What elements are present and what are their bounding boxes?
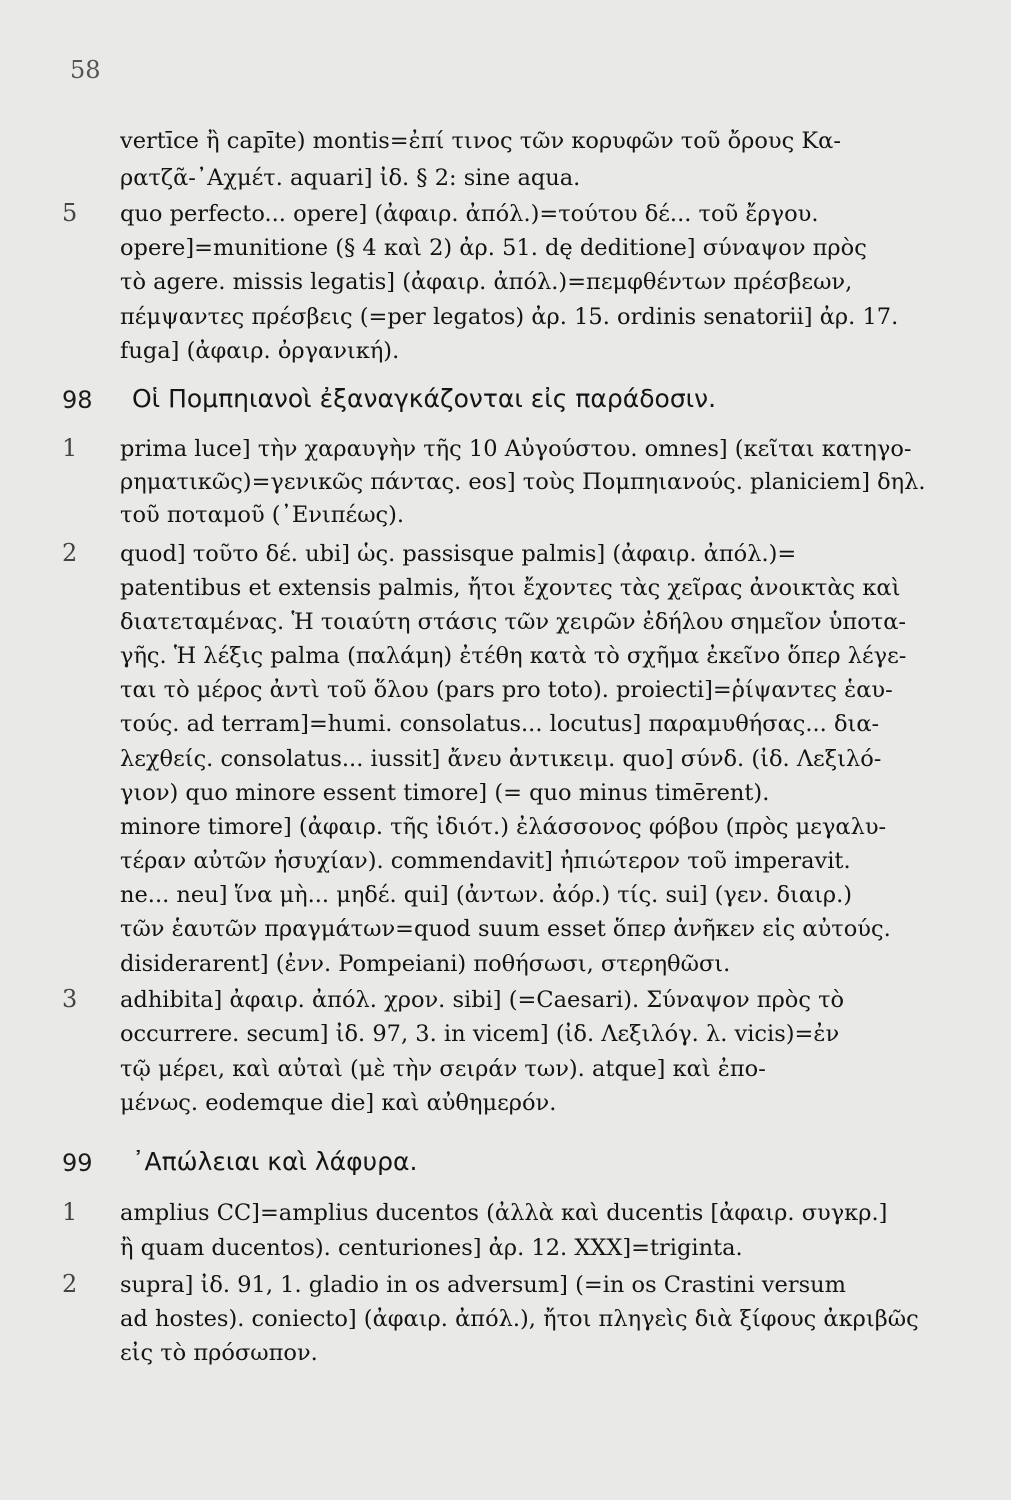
text-line: ad hostes). coniecto] (ἀφαιρ. ἀπόλ.), ἤτοι πληγεὶς διὰ ξίφους ἀκριβῶς: [120, 1306, 919, 1332]
text-line: occurrere. secum] ἰδ. 97, 3. in vicem] (ἰδ. Λεξιλόγ. λ. vicis)=ἐν: [120, 1021, 840, 1047]
line-number: 1: [62, 1198, 78, 1226]
text-line: disiderarent] (ἐνν. Pompeiani) ποθήσωσι, στερηθῶσι.: [120, 951, 731, 977]
text-line: minore timore] (ἀφαιρ. τῆς ἰδιότ.) ἐλάσσονος φόβου (πρὸς μεγαλυ-: [120, 814, 887, 840]
text-line: adhibita] ἀφαιρ. ἀπόλ. χρον. sibi] (=Caesari). Σύναψον πρὸς τὸ: [120, 987, 845, 1013]
line-number: 3: [62, 985, 78, 1013]
text-line: τῶν ἑαυτῶν πραγμάτων=quod suum esset ὅπερ ἀνῆκεν εἰς αὐτούς.: [120, 916, 891, 942]
line-number: 5: [62, 199, 78, 227]
section-heading: ᾿Απώλειαι καὶ λάφυρα.: [132, 1147, 418, 1176]
text-line: ρατζᾶ-᾿Αχμέτ. aquari] ἰδ. § 2: sine aqua.: [120, 165, 581, 191]
text-line: εἰς τὸ πρόσωπον.: [120, 1340, 318, 1366]
section-number: 98: [62, 386, 93, 414]
line-number: 2: [62, 1270, 78, 1298]
text-line: ρηματικῶς)=γενικῶς πάντας. eos] τοὺς Πομπηιανούς. planiciem] δηλ.: [120, 469, 926, 495]
text-line: opere]=munitione (§ 4 καὶ 2) ἀρ. 51. dę deditione] σύναψον πρὸς: [120, 235, 867, 261]
text-line: τέραν αὐτῶν ἡσυχίαν). commendavit] ἠπιώτερον τοῦ imperavit.: [120, 848, 851, 874]
section-number: 99: [62, 1149, 93, 1177]
text-line: τοῦ ποταμοῦ (᾿Ενιπέως).: [120, 502, 405, 528]
text-line: supra] ἰδ. 91, 1. gladio in os adversum] (=in os Crastini versum: [120, 1272, 846, 1298]
text-line: πέμψαντες πρέσβεις (=per legatos) ἀρ. 15. ordinis senatorii] ἀρ. 17.: [120, 304, 899, 330]
text-line: quo perfecto... opere] (ἀφαιρ. ἀπόλ.)=τούτου δέ... τοῦ ἔργου.: [120, 201, 819, 227]
text-line: τῷ μέρει, καὶ αὐταὶ (μὲ τὴν σειράν των). atque] καὶ ἐπο-: [120, 1056, 766, 1082]
page-number: 58: [70, 56, 101, 84]
text-line: prima luce] τὴν χαραυγὴν τῆς 10 Αὐγούστου. omnes] (κεῖται κατηγο-: [120, 436, 912, 462]
text-line: διατεταμένας. Ἡ τοιαύτη στάσις τῶν χειρῶν ἐδήλου σημεῖον ὑποτα-: [120, 609, 906, 635]
text-line: amplius CC]=amplius ducentos (ἀλλὰ καὶ ducentis [ἀφαιρ. συγκρ.]: [120, 1200, 888, 1226]
text-line: quod] τοῦτο δέ. ubi] ὡς. passisque palmis] (ἀφαιρ. ἀπόλ.)=: [120, 541, 797, 567]
text-line: λεχθείς. consolatus... iussit] ἄνευ ἀντικειμ. quo] σύνδ. (ἰδ. Λεξιλό-: [120, 746, 882, 772]
line-number: 2: [62, 539, 78, 567]
text-line: ἢ quam ducentos). centuriones] ἀρ. 12. XXX]=triginta.: [120, 1235, 743, 1261]
text-line: fuga] (ἀφαιρ. ὀργανική).: [120, 338, 400, 364]
text-line: ne... neu] ἵνα μὴ... μηδέ. qui] (ἀντων. ἀόρ.) τίς. sui] (γεν. διαιρ.): [120, 882, 853, 908]
text-line: γῆς. Ἡ λέξις palma (παλάμη) ἐτέθη κατὰ τὸ σχῆμα ἐκεῖνο ὅπερ λέγε-: [120, 643, 907, 669]
section-heading: Οἱ Πομπηιανοὶ ἐξαναγκάζονται εἰς παράδοσιν.: [132, 384, 717, 413]
text-line: vertīce ἢ capīte) montis=ἐπί τινος τῶν κορυφῶν τοῦ ὄρους Κα-: [120, 128, 841, 154]
line-number: 1: [62, 434, 78, 462]
text-line: μένως. eodemque die] καὶ αὐθημερόν.: [120, 1090, 557, 1116]
text-line: τὸ agere. missis legatis] (ἀφαιρ. ἀπόλ.)=πεμφθέντων πρέσβεων,: [120, 269, 853, 295]
text-line: τούς. ad terram]=humi. consolatus... locutus] παραμυθήσας... δια-: [120, 711, 880, 737]
text-line: ται τὸ μέρος ἀντὶ τοῦ ὅλου (pars pro toto). proiecti]=ῥίψαντες ἑαυ-: [120, 677, 893, 703]
text-line: patentibus et extensis palmis, ἤτοι ἔχοντες τὰς χεῖρας ἀνοικτὰς καὶ: [120, 575, 901, 601]
text-line: γιον) quo minore essent timore] (= quo minus timērent).: [120, 780, 770, 806]
